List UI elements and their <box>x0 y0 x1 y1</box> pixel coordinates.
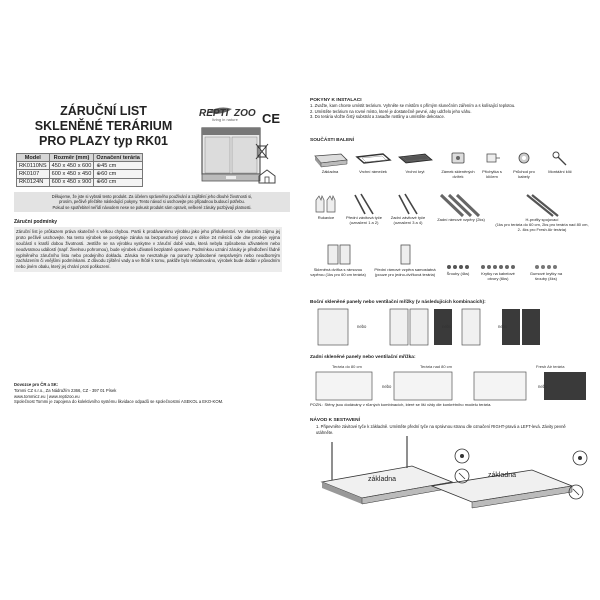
table-header: Rozměr (mm) <box>49 154 94 162</box>
part-glass-door <box>310 242 366 278</box>
table-cell: ⊕60 cm <box>94 178 143 186</box>
table-row <box>17 178 143 186</box>
part-label: Vrchní kryt <box>405 169 425 174</box>
warranty-text: Záruční list je průkazem práva skutečně s velkou chybou. Partii k prodávanému výrobku jako jeho příslušenství. Ve vlastním zájmu jej proto pečlivě uschovejte. Na tento výrobek se poskytuje záruka na bezporuchový provoz v délce 24 měsíců ode dne prodeje vyjma součástí s kratší dobou životnosti. Jestliže se na výrobku vyskytne v záruční době vada, která nebyla způsobena uživatelem nebo neodvratnou událostí (např. živelnou pohromou), bude výrobek uživateli bezplatně opraven. Podmínkou uznání záruky je předložení řádně vyplněného záručního listu nebo prodejního dokladu. Záruka se nevztahuje na poruchy způsobené nesprávným nebo neodborným zacházením či vnějšími podmínkami. Z důvodu zjištění vady a ve lhůtě k tomu, pakliže bylo reklamováno, výrobek bude dodán v původním nebo jiném obalu, který jej chrání proti poškození. <box>14 227 282 272</box>
indoor-use-icon <box>257 168 277 184</box>
part-front-rods <box>344 192 384 226</box>
part-base <box>310 148 350 175</box>
notice-line: Děkujeme, že jste si vybrali tento produkt. Za účelem správného používání a zajištění jeho dlouhé životnosti si, <box>51 194 253 199</box>
models-table <box>16 153 143 187</box>
separator-or: nebo <box>442 324 452 329</box>
package-contents-heading: SOUČÁSTI BALENÍ <box>310 138 354 143</box>
logo-tagline: living in nature <box>212 117 238 122</box>
rear-rod-icon <box>393 192 423 216</box>
part-top-frame <box>352 148 394 175</box>
part-label: Přední rámové vzpěra samostatná (pouze pro jedno-dvířková terária) <box>374 267 436 277</box>
importer-web: www.tommicz.eu | www.reptizoo.eu <box>14 393 80 399</box>
warranty-heading: Záruční podmínky <box>14 219 58 225</box>
part-label: Skleněná dvířka s rámovou vzpěrou (1ks pro 60 cm terária) <box>310 267 366 277</box>
separator-or: nebo <box>382 384 392 389</box>
table-cell: 600 x 450 x 900 <box>49 178 94 186</box>
part-cable-pass <box>508 148 540 180</box>
table-cell: RK0107 <box>17 170 50 178</box>
top-frame-icon <box>353 148 393 170</box>
table-header: Model <box>17 154 50 162</box>
crossed-bin-icon <box>255 142 269 160</box>
title-line-1: ZÁRUČNÍ LIST <box>60 104 147 118</box>
part-front-brace <box>372 242 438 278</box>
part-label: Přední závitová tyče (označení 1 a 2) <box>345 215 383 225</box>
front-rod-icon <box>349 192 379 216</box>
separator-or: nebo <box>538 384 548 389</box>
table-cell: RK0110NS <box>17 162 50 170</box>
part-gloves <box>310 192 342 221</box>
rear-panels-illustration <box>312 370 592 402</box>
part-rear-braces <box>432 192 490 223</box>
front-brace-icon <box>387 242 423 268</box>
installation-heading: POKYNY K INSTALACI <box>310 98 362 103</box>
glass-door-icon <box>320 242 356 268</box>
gloves-icon <box>312 192 340 216</box>
part-top-cover <box>394 148 436 175</box>
part-screws <box>444 262 472 277</box>
logo-text-repti: REPTI <box>199 108 229 119</box>
part-label: Rukavice <box>317 215 335 220</box>
table-row <box>17 170 143 178</box>
assembly-illustration <box>312 436 594 518</box>
importer-address: Tommi CZ s.r.o., Za Nádražím 2366, CZ - 397 01 Písek <box>14 387 117 393</box>
rear-brace-icon <box>433 192 489 218</box>
notice-line: prosím, pečlivě přečtěte následující pokyny. Tento návod si uschovejte pro případnou budoucí potřebu. <box>59 199 245 205</box>
part-rubber-caps <box>526 262 566 282</box>
part-rear-rods <box>388 192 428 226</box>
importer-heading: Dovozce pro ČR a SK: <box>14 382 59 387</box>
h-profile-icon <box>517 192 567 218</box>
table-cell: RK0124N <box>17 178 50 186</box>
part-label: Průchod pro kabely <box>513 169 535 179</box>
importer-info <box>14 382 284 405</box>
part-label: Zadní rámové vzpěry (2ks) <box>437 217 485 222</box>
part-lock <box>440 148 476 180</box>
part-label: H-profily spojovací <box>525 217 559 222</box>
instruction-item: 3. Do terária vložte čistý substrát a zasaďte rostliny a umístěte dekorace. <box>310 114 446 120</box>
separator-or: nebo <box>498 324 508 329</box>
rear-panels-heading: Zadní skleněné panely nebo ventilační mřížka: <box>310 355 416 360</box>
table-cell: ⊕60 cm <box>94 170 143 178</box>
base-icon <box>311 148 349 170</box>
assembly-step-1: 1. Připevněte závitové tyče k základně. Umístěte přední tyče na správnou stranu dle označení RIGHT-pravá a LEFT-levá. Závity pevně utáhněte. <box>316 424 566 435</box>
part-label: Montážní klíč <box>548 169 572 174</box>
part-label: Krytky na kabelové otvory (6ks) <box>481 271 515 281</box>
table-cell: ⊕45 cm <box>94 162 143 170</box>
side-panels-heading: Boční skleněné panely nebo ventilační mřížky (v následujících kombinacích): <box>310 300 486 305</box>
key-icon <box>549 148 571 170</box>
part-label: Příchytka s klíčem <box>482 169 502 179</box>
cable-icon <box>514 148 534 170</box>
title-line-3: PRO PLAZY typ RK01 <box>39 134 168 148</box>
part-key <box>544 148 576 175</box>
document-title <box>16 104 191 149</box>
reptizoo-logo <box>198 103 260 125</box>
part-label: Zadní závitové tyče (označení 3 a 4) <box>390 215 426 225</box>
notice-line: Pokud se spotřebitel neřídí návodem nese se pokusit produkt sám opravit, veškeré záruky pozbývají platnosti. <box>52 204 252 210</box>
panels-note: POZN.: Stěny jsou dodávány v různých kombinacích, které se liší vždy dle konkrétního modelu terária. <box>310 402 492 407</box>
clip-icon <box>482 148 502 170</box>
rear-label: Terária do 80 cm <box>332 364 362 369</box>
table-header: Označení terária <box>94 154 143 162</box>
title-line-2: SKLENĚNÉ TERÁRIUM <box>34 119 173 133</box>
table-cell: 450 x 450 x 600 <box>49 162 94 170</box>
instruction-item: 2. Umístěte terárium na rovné místo, které je dostatečně pevné, aby udrželo jeho váhu. <box>310 108 472 114</box>
installation-instructions <box>310 98 590 120</box>
assembly-heading: NÁVOD K SESTAVENÍ <box>310 418 360 423</box>
warranty-conditions <box>14 220 282 272</box>
table-cell: 600 x 450 x 450 <box>49 170 94 178</box>
part-clip <box>478 148 506 180</box>
logo-text-zoo: ZOO <box>234 108 256 119</box>
part-cable-caps <box>478 262 518 282</box>
part-h-profile <box>494 192 590 232</box>
table-row <box>17 162 143 170</box>
part-label: Šrouby (4ks) <box>446 271 470 276</box>
rear-label: Fresh Air terária <box>536 364 565 369</box>
h-profile-note: (1ks pro terária do 60 cm, 2ks pro terária nad 80 cm, 2- 4ks pro Fresh Air terária) <box>495 221 589 232</box>
part-label: Gumové krytky na šrouby (4ks) <box>529 271 563 281</box>
separator-or: nebo <box>357 324 367 329</box>
part-label: Vrchní rámeček <box>359 169 387 174</box>
top-cover-icon <box>395 148 435 170</box>
instruction-item: 1. Zvažte, kam chcete umístit terárium. Vyhněte se místům s přímým slunečním zářením a s kolísající teplotou. <box>310 103 516 108</box>
part-label: Základna <box>321 169 339 174</box>
base-label: základna <box>368 476 397 483</box>
intro-notice <box>14 192 290 212</box>
base-label: základna <box>488 472 517 479</box>
rear-label: Terária nad 80 cm <box>420 364 453 369</box>
ce-mark: CE <box>262 111 281 126</box>
lock-icon <box>446 148 470 170</box>
side-panels-illustration <box>312 306 592 352</box>
part-label: Zámek skleněných dvířek <box>441 169 475 179</box>
importer-recycling: Společnost Tommi je zapojena do kolektivního systému likvidace odpadů se společnostmi ASEKOL a EKO-KOM. <box>14 399 224 405</box>
